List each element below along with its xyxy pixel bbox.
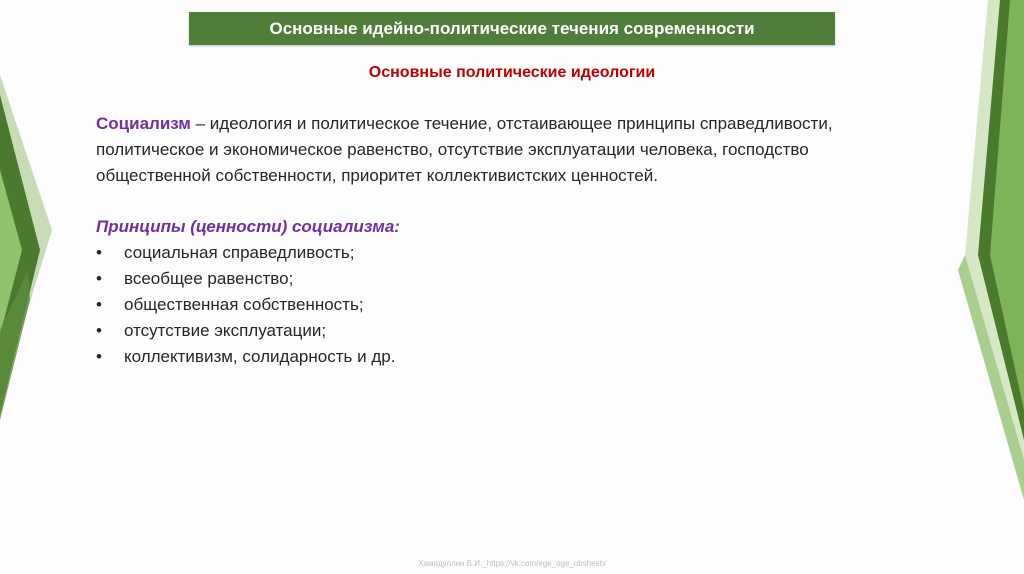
list-item: [96, 266, 896, 292]
bullet-icon: •: [96, 295, 102, 314]
principle-text: коллективизм, солидарность и др.: [124, 347, 396, 366]
principle-text: общественная собственность;: [124, 295, 364, 314]
principle-text: социальная справедливость;: [124, 243, 355, 262]
principles-list: [96, 240, 896, 370]
list-item: [96, 344, 896, 370]
bullet-icon: •: [96, 321, 102, 340]
definition-paragraph: [96, 111, 896, 189]
slide-subtitle: Основные политические идеологии: [368, 64, 656, 81]
footer-credit: Хамидуллин Б.И._https://vk.com/ege_oge_obshestv: [418, 559, 606, 568]
principles-heading: Принципы (ценности) социализма:: [96, 217, 400, 236]
definition-term: Социализм: [96, 114, 191, 133]
list-item: [96, 240, 896, 266]
bullet-icon: •: [96, 243, 102, 262]
list-item: [96, 292, 896, 318]
principle-text: отсутствие эксплуатации;: [124, 321, 327, 340]
list-item: [96, 318, 896, 344]
slide-title: Основные идейно-политические течения современности: [189, 12, 835, 45]
bullet-icon: •: [96, 347, 102, 366]
bullet-icon: •: [96, 269, 102, 288]
principle-text: всеобщее равенство;: [124, 269, 294, 288]
definition-text: – идеология и политическое течение, отстаивающее принципы справедливости, политическое и экономическое равенство, отсутствие эксплуатации человека, господство общественной собственности, приоритет коллективистских ценностей.: [96, 114, 833, 185]
slide-body: [96, 111, 896, 370]
